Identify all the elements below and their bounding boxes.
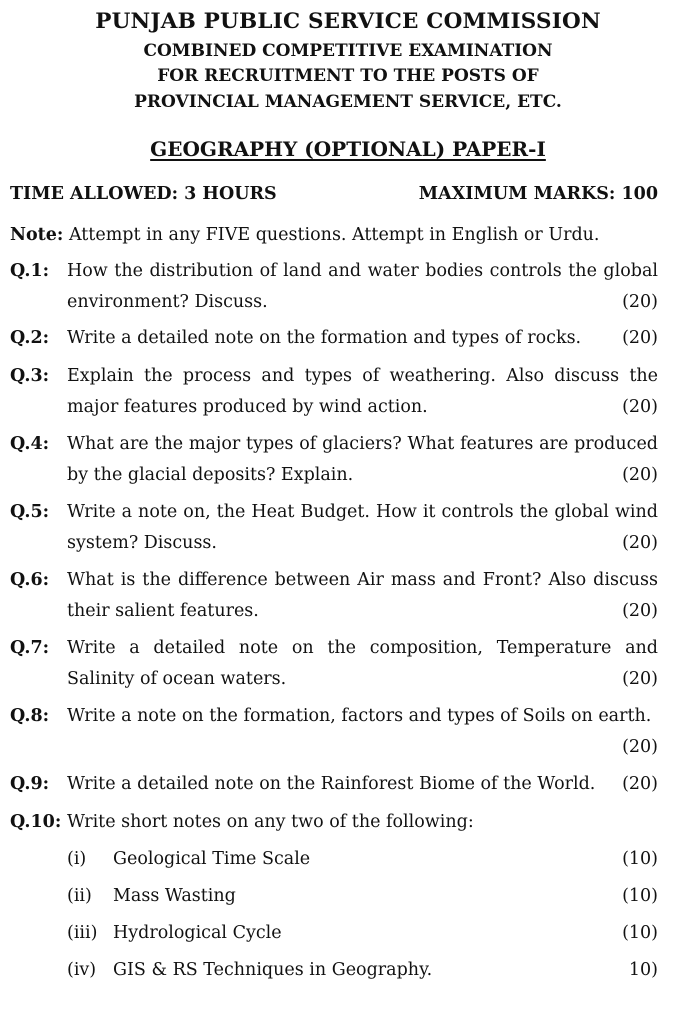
sub-item-iii (67, 919, 658, 947)
question-marks: (20) (622, 600, 658, 621)
question-marks: (20) (622, 668, 658, 689)
question-text: What is the difference between Air mass and Front? Also discuss their salient features. (67, 570, 658, 621)
sub-item-iv (67, 956, 658, 984)
question-9 (10, 769, 658, 800)
sub-item-marks: (10) (622, 923, 658, 943)
sub-item-text: Mass Wasting (113, 886, 236, 906)
question-marks: (20) (622, 328, 658, 348)
note-label: Note: (10, 225, 64, 245)
sub-item-number: (iv) (67, 960, 97, 980)
question-4 (10, 429, 658, 490)
note-text: Attempt in any FIVE questions. Attempt in English or Urdu. (68, 225, 600, 245)
question-number: Q.6: (10, 570, 50, 590)
paper-title-text: GEOGRAPHY (OPTIONAL) PAPER-I (150, 137, 546, 161)
sub-item-text: Hydrological Cycle (113, 923, 282, 943)
question-text: Write a detailed note on the composition, Temperature and Salinity of ocean waters. (67, 638, 658, 689)
question-number: Q.3: (10, 366, 50, 386)
question-6 (10, 565, 658, 626)
question-text: How the distribution of land and water bodies controls the global environment? Discuss. (67, 261, 658, 312)
maximum-marks: MAXIMUM MARKS: 100 (418, 184, 658, 204)
recruitment-line: FOR RECRUITMENT TO THE POSTS OF (157, 66, 539, 86)
question-marks: (20) (622, 532, 658, 553)
question-number: Q.9: (10, 774, 50, 794)
sub-item-ii (67, 882, 658, 910)
question-number: Q.8: (10, 706, 50, 726)
question-8 (10, 701, 658, 762)
sub-item-text: Geological Time Scale (113, 849, 311, 869)
question-10 (10, 807, 658, 838)
question-1 (10, 256, 658, 317)
question-text: Write a note on, the Heat Budget. How it controls the global wind system? Discuss. (67, 502, 658, 553)
commission-title: PUNJAB PUBLIC SERVICE COMMISSION (95, 9, 601, 34)
service-line: PROVINCIAL MANAGEMENT SERVICE, ETC. (134, 92, 562, 112)
question-number: Q.2: (10, 328, 50, 348)
question-marks: (20) (622, 736, 658, 757)
paper-title (0, 137, 696, 161)
exam-title: COMBINED COMPETITIVE EXAMINATION (143, 41, 553, 61)
question-text: Explain the process and types of weathering. Also discuss the major features produced by wind action. (67, 366, 658, 417)
question-number: Q.1: (10, 261, 50, 281)
question-marks: (20) (622, 464, 658, 485)
question-3 (10, 361, 658, 422)
sub-item-number: (iii) (67, 923, 98, 943)
question-text: What are the major types of glaciers? What features are produced by the glacial deposits? Explain. (67, 434, 658, 485)
sub-item-number: (i) (67, 849, 87, 869)
time-allowed: TIME ALLOWED: 3 HOURS (10, 184, 277, 204)
sub-item-i (67, 845, 658, 873)
exam-meta (10, 184, 658, 204)
question-2 (10, 323, 658, 354)
question-marks: (20) (622, 396, 658, 417)
question-number: Q.5: (10, 502, 50, 522)
sub-item-marks: (10) (622, 886, 658, 906)
question-number: Q.4: (10, 434, 50, 454)
question-number: Q.10: (10, 812, 62, 832)
question-text: Write short notes on any two of the following: (67, 812, 474, 832)
sub-item-text: GIS & RS Techniques in Geography. (113, 960, 433, 980)
sub-item-marks: 10) (628, 960, 658, 980)
question-text: Write a detailed note on the formation and types of rocks. (67, 328, 582, 348)
question-marks: (20) (622, 291, 658, 312)
question-number: Q.7: (10, 638, 50, 658)
question-5 (10, 497, 658, 558)
question-text: Write a detailed note on the Rainforest Biome of the World. (67, 774, 596, 794)
sub-item-number: (ii) (67, 886, 92, 906)
question-7 (10, 633, 658, 694)
question-marks: (20) (622, 774, 658, 794)
instructions-note (10, 225, 660, 245)
sub-item-marks: (10) (622, 849, 658, 869)
question-text: Write a note on the formation, factors and types of Soils on earth. (67, 706, 652, 726)
